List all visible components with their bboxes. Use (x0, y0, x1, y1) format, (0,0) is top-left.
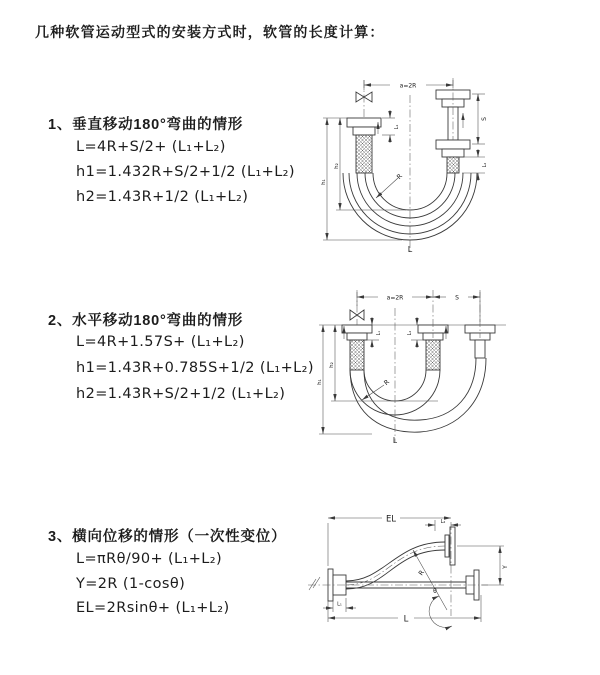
el-label: EL (385, 514, 397, 525)
centerlines (308, 522, 488, 616)
dim-label-a2r: a=2R (386, 294, 404, 302)
page-title: 几种软管运动型式的安装方式时，软管的长度计算： (35, 24, 385, 40)
braided-hose-section (350, 340, 364, 370)
dim-label-l1: L₁ (377, 330, 382, 336)
radius-label: R (416, 568, 426, 578)
length-label: L (392, 436, 398, 445)
theta-angle-arc (429, 596, 452, 627)
centerline-break-mark (309, 577, 320, 590)
dim-label-h1: h₁ (317, 379, 323, 385)
y-label: Y (502, 565, 509, 569)
hose-u-bend-arcs (350, 358, 486, 432)
dim-label-h1: h₁ (321, 179, 327, 185)
dim-label-l1: L₁ (337, 601, 342, 608)
section-1-heading: 1、垂直移动180°弯曲的情形 (48, 117, 244, 133)
section-2-formula-h1: h1=1.43R+0.785S+1/2 (L₁+L₂) (76, 360, 314, 376)
diagram-lateral-displacement (300, 500, 600, 660)
braided-hose-section (426, 340, 440, 370)
dim-label-s: S (481, 117, 488, 121)
dim-label-l2: L₂ (408, 330, 413, 336)
shifted-hose-outer (350, 358, 486, 432)
section-1-formula-h2: h2=1.43R+1/2 (L₁+L₂) (76, 189, 249, 205)
section-1-formula-L: L=4R+S/2+ (L₁+L₂) (76, 139, 226, 155)
dim-label-l2: L₂ (440, 519, 446, 525)
radius-leader-arrow (376, 178, 398, 198)
braided-hose-section (447, 157, 459, 173)
diagram-labels (337, 515, 509, 625)
dimension-lines (319, 292, 480, 434)
radius-label: R (382, 377, 392, 387)
section-2-heading: 2、水平移动180°弯曲的情形 (48, 313, 244, 329)
radius-line (413, 550, 447, 610)
right-riser-moving-end (436, 90, 470, 173)
centerlines (357, 290, 480, 442)
dim-label-l2: L₂ (482, 162, 488, 168)
length-label: L (403, 614, 409, 625)
length-label: L (407, 245, 413, 254)
dim-label-h2: h₂ (334, 163, 340, 169)
dim-label-l1: L₁ (394, 124, 400, 130)
diagram-horizontal-180-bend (310, 282, 600, 452)
section-3-heading: 3、横向位移的情形（一次性变位） (48, 529, 287, 545)
diagram-vertical-180-bend (310, 70, 600, 265)
middle-riser-neutral-position (418, 325, 448, 370)
theta-label: θ (433, 588, 437, 595)
dim-label-h2: h₂ (329, 362, 335, 368)
section-3-formula-Y: Y=2R (1-cosθ) (76, 576, 186, 592)
braided-hose-section (356, 135, 372, 173)
section-2-formula-L: L=4R+1.57S+ (L₁+L₂) (76, 334, 245, 350)
section-1-formula-h1: h1=1.432R+S/2+1/2 (L₁+L₂) (76, 164, 295, 180)
dim-label-a2r: a=2R (399, 82, 417, 90)
upper-right-flange-displaced-position (445, 527, 455, 565)
radius-label: R (395, 172, 405, 182)
section-3-formula-L: L=πRθ/90+ (L₁+L₂) (76, 551, 223, 567)
left-riser-fixed-end (347, 92, 381, 173)
dim-label-s: S (455, 294, 459, 302)
section-3-formula-EL: EL=2Rsinθ+ (L₁+L₂) (76, 600, 230, 616)
diagram-labels (321, 83, 488, 255)
section-2-formula-h2: h2=1.43R+S/2+1/2 (L₁+L₂) (76, 386, 286, 402)
